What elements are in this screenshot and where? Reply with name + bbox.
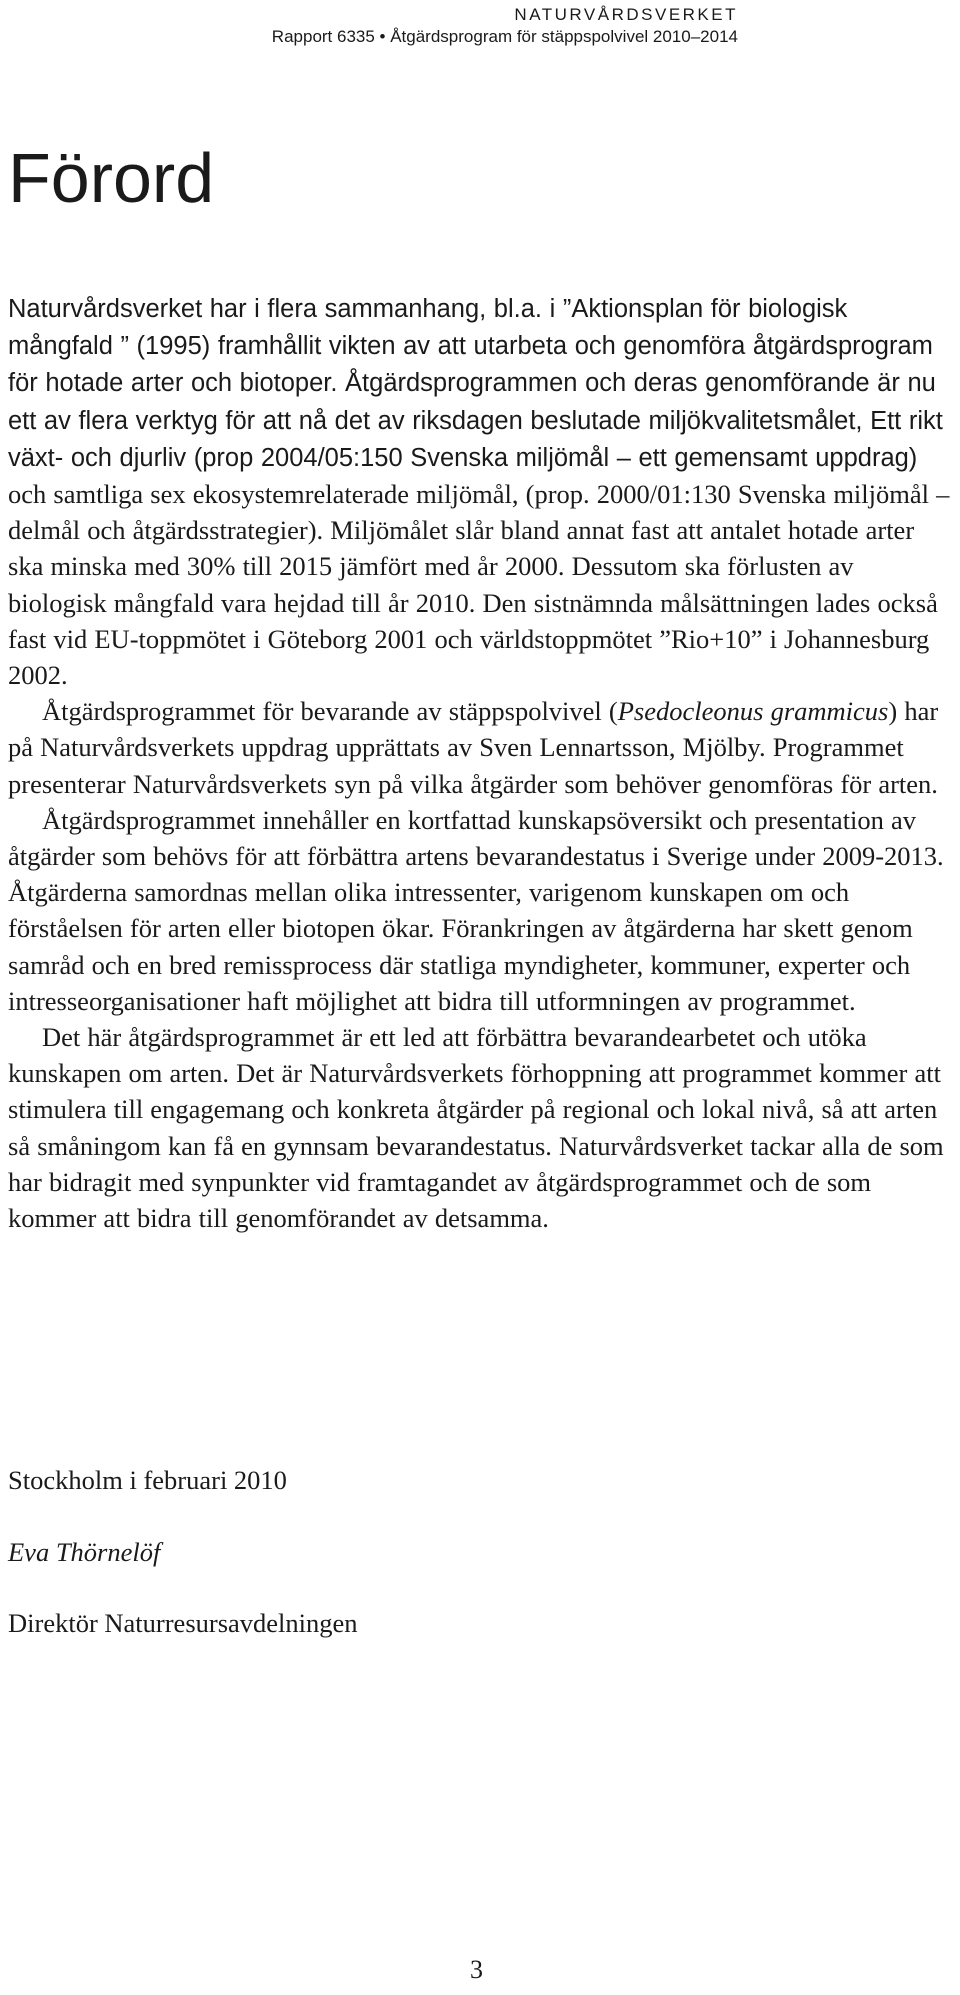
paragraph-2-start: Åtgärdsprogrammet för bevarande av stäppspolvivel ( [42, 696, 618, 727]
page-number: 3 [470, 1955, 483, 1984]
species-name: Psedocleonus grammicus [617, 696, 889, 727]
signatory-position: Direktör Naturresursavdelningen [8, 1608, 358, 1638]
page-title: Förord [8, 139, 215, 217]
paragraph-1-serif-part: och samtliga sex ekosystemrelaterade miljömål, (prop. 2000/01:130 Svenska miljömål – delmål och åtgärdsstrategier). Miljömålet slår bland annat fast att antalet hotade arter ska minska med 30% till 2015 jämfört med år 2000. Dessutom ska förlusten av biologisk mångfald vara hejdad till år 2010. Den sistnämnda målsättningen lades också fast vid EU-toppmötet i Göteborg 2001 och världstoppmötet ”Rio+10” i Johannesburg 2002. [8, 479, 950, 691]
paragraph-1-sans-part: Naturvårdsverket har i flera sammanhang, bl.a. i ”Aktionsplan för biologisk mångfald ” (1995) framhållit vikten av att utarbeta och genomföra åtgärdsprogram för hotade arter och biotoper. Åtgärdsprogrammen och deras genomförande är nu ett av flera verktyg för att nå det av riksdagen beslutade miljökvalitetsmålet, Ett rikt växt- och djurliv (prop 2004/05:150 Svenska miljömål – ett gemensamt uppdrag) [8, 295, 943, 472]
paragraph-2 [8, 693, 956, 802]
paragraph-4: Det här åtgärdsprogrammet är ett led att förbättra bevarandearbetet och utöka kunskapen om arten. Det är Naturvårdsverkets förhoppning att programmet kommer att stimulera till engagemang och konkreta åtgärder på regional och lokal nivå, så att arten så småningom kan få en gynnsam bevarandestatus. Naturvårdsverket tackar alla de som har bidragit med synpunkter vid framtagandet av åtgärdsprogrammet och de som kommer att bidra till genomförandet av detsamma. [8, 1022, 944, 1234]
paragraph-3: Åtgärdsprogrammet innehåller en kortfattad kunskapsöversikt och presentation av åtgärder som behövs för att förbättra artens bevarandestatus i Sverige under 2009-2013. Åtgärderna samordnas mellan olika intressenter, varigenom kunskapen om och förståelsen för arten eller biotopen ökar. Förankringen av åtgärderna har skett genom samråd och en bred remissprocess där statliga myndigheter, kommuner, experter och intresseorganisationer haft möjlighet att bidra till utformningen av programmet. [8, 804, 944, 1016]
organization-name: NATURVÅRDSVERKET [514, 5, 738, 24]
signature-name: Eva Thörnelöf [8, 1537, 161, 1567]
running-header [272, 4, 738, 48]
paragraph-2-end: ) har på Naturvårdsverkets uppdrag upprättats av Sven Lennartsson, Mjölby. Programmet presenterar Naturvårdsverkets syn på vilka åtgärder som behöver genomföras för arten. [8, 696, 939, 799]
report-title: Rapport 6335 • Åtgärdsprogram för stäppspolvivel 2010–2014 [271, 27, 738, 46]
place-date: Stockholm i februari 2010 [8, 1465, 287, 1495]
foreword-body [8, 290, 956, 1236]
paragraph-1 [8, 290, 956, 693]
